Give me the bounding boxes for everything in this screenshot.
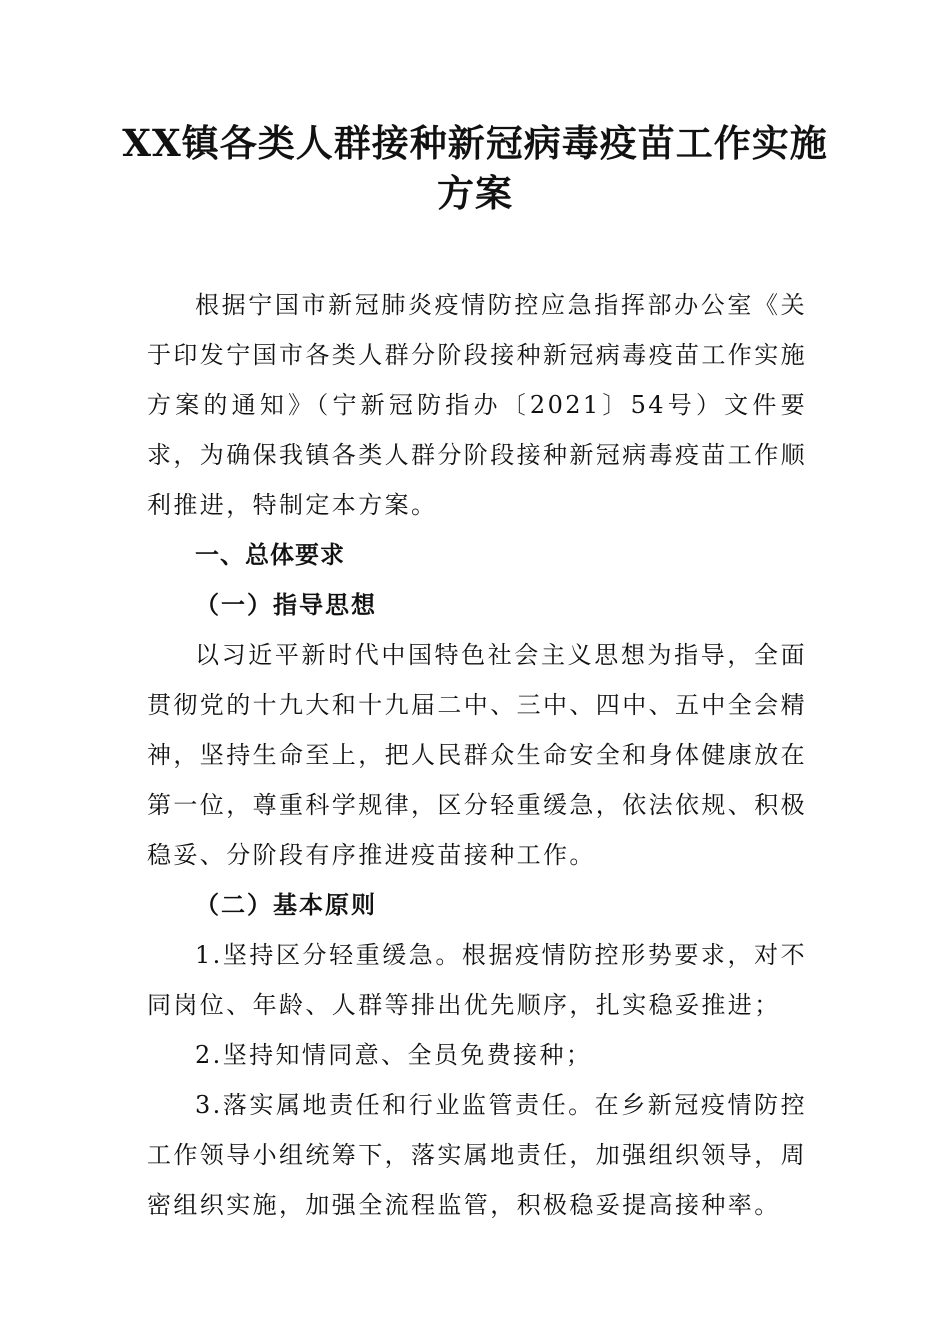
intro-paragraph: 根据宁国市新冠肺炎疫情防控应急指挥部办公室《关于印发宁国市各类人群分阶段接种新冠病毒疫苗工作实施方案的通知》（宁新冠防指办〔2021〕54号）文件要求，为确保我镇各类人群分阶段接种新冠病毒疫苗工作顺利推进，特制定本方案。 xyxy=(147,291,807,519)
document-body xyxy=(147,280,807,1230)
principle-item-1: 1.坚持区分轻重缓急。根据疫情防控形势要求，对不同岗位、年龄、人群等排出优先顺序，扎实稳妥推进； xyxy=(147,941,807,1019)
subsection-heading-guiding-ideology: （一）指导思想 xyxy=(195,590,377,619)
subsection-heading-basic-principles: （二）基本原则 xyxy=(195,890,377,919)
section-heading-overall-requirements: 一、总体要求 xyxy=(195,541,345,569)
principle-item-3: 3.落实属地责任和行业监管责任。在乡新冠疫情防控工作领导小组统筹下，落实属地责任，加强组织领导，周密组织实施，加强全流程监管，积极稳妥提高接种率。 xyxy=(147,1091,807,1219)
guiding-ideology-paragraph: 以习近平新时代中国特色社会主义思想为指导，全面贯彻党的十九大和十九届二中、三中、四中、五中全会精神，坚持生命至上，把人民群众生命安全和身体健康放在第一位，尊重科学规律，区分轻重缓急，依法依规、积极稳妥、分阶段有序推进疫苗接种工作。 xyxy=(147,641,807,869)
principle-item-2: 2.坚持知情同意、全员免费接种； xyxy=(195,1041,593,1069)
document-title: XX镇各类人群接种新冠病毒疫苗工作实施方案 xyxy=(122,121,828,215)
